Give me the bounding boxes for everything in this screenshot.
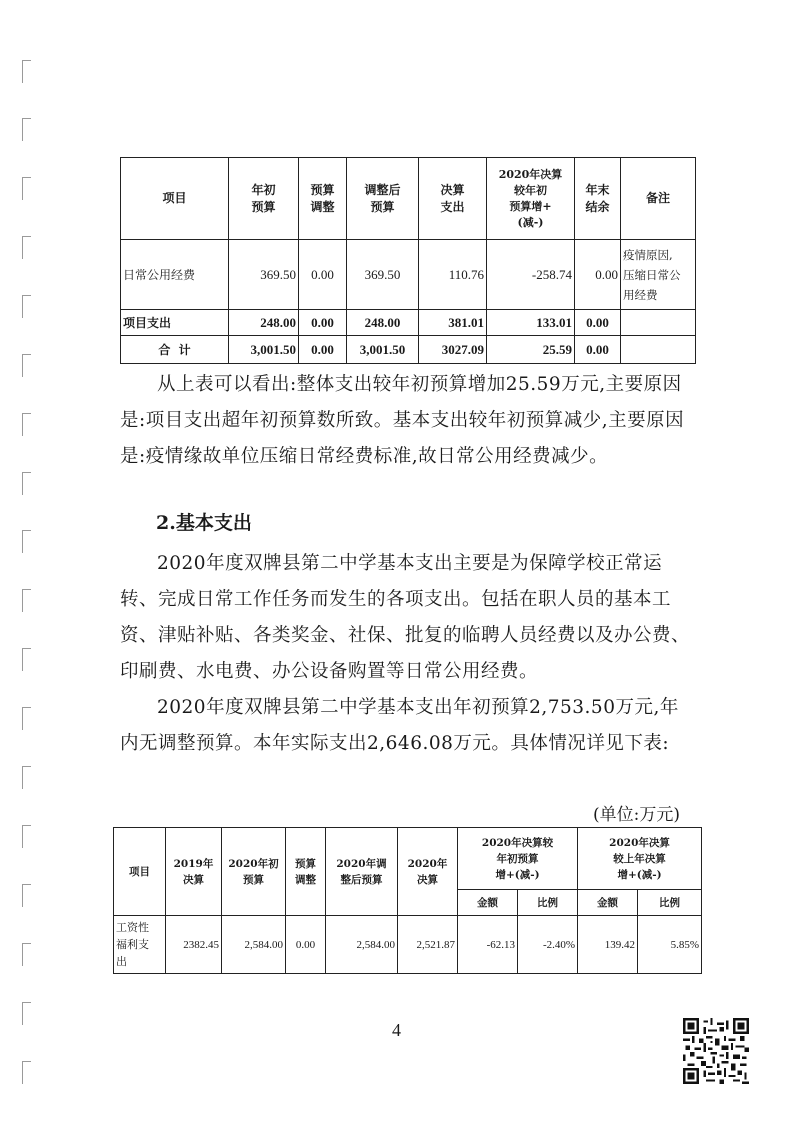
binding-mark — [22, 413, 31, 436]
binding-mark — [22, 589, 31, 612]
table-row — [114, 916, 702, 974]
cell-adjusted-budget: 3,001.50 — [347, 336, 419, 364]
header-2020-final: 2020年 决算 — [398, 828, 458, 916]
header-vs-initial: 2020年决算 较年初 预算增+ (减-) — [487, 158, 575, 240]
page-number: 4 — [392, 1020, 401, 1040]
cell-remarks — [621, 310, 696, 336]
cell-adjusted-budget: 248.00 — [347, 310, 419, 336]
binding-mark — [22, 60, 31, 83]
table-header-row — [121, 158, 696, 240]
unit-label: (单位:万元) — [593, 805, 680, 825]
cell-initial-budget: 248.00 — [229, 310, 299, 336]
cell-final-expense: 3027.09 — [419, 336, 487, 364]
cell-vs-initial: 25.59 — [487, 336, 575, 364]
cell-initial-budget: 3,001.50 — [229, 336, 299, 364]
cell-final-expense: 110.76 — [419, 240, 487, 310]
binding-mark — [22, 236, 31, 259]
cell-vs-initial: -258.74 — [487, 240, 575, 310]
header-initial-budget: 年初 预算 — [229, 158, 299, 240]
cell-vs-initial: 133.01 — [487, 310, 575, 336]
cell-year-end-balance: 0.00 — [575, 240, 621, 310]
header-remarks: 备注 — [621, 158, 696, 240]
cell-item: 合 计 — [121, 336, 229, 364]
cell-budget-adjustment: 0.00 — [299, 336, 347, 364]
binding-mark — [22, 177, 31, 200]
section-heading: 2.基本支出 — [156, 512, 252, 534]
header-vs-initial: 2020年决算较 年初预算 增+(减-) — [458, 828, 578, 890]
basic-expense-table — [113, 827, 702, 974]
project-expense-table — [120, 157, 696, 364]
cell-final-expense: 381.01 — [419, 310, 487, 336]
header-item: 项目 — [121, 158, 229, 240]
header-amount: 金额 — [458, 890, 518, 916]
cell-adjusted-budget: 369.50 — [347, 240, 419, 310]
binding-mark — [22, 825, 31, 848]
qr-code-icon — [683, 1018, 749, 1084]
table-header-row — [114, 828, 702, 890]
cell-remarks: 疫情原因, 压缩日常公 用经费 — [621, 240, 696, 310]
binding-mark — [22, 354, 31, 377]
cell-2020-final: 2,521.87 — [398, 916, 458, 974]
header-ratio: 比例 — [518, 890, 578, 916]
cell-initial-budget: 369.50 — [229, 240, 299, 310]
binding-mark — [22, 118, 31, 141]
header-amount: 金额 — [578, 890, 638, 916]
table-row — [121, 336, 696, 364]
cell-vs-last-amount: 139.42 — [578, 916, 638, 974]
header-ratio: 比例 — [638, 890, 702, 916]
analysis-paragraph: 从上表可以看出:整体支出较年初预算增加25.59万元,主要原因是:项目支出超年初预算数所致。基本支出较年初预算减少,主要原因是:疫情缘故单位压缩日常经费标准,故日常公用经费减少。 — [120, 374, 685, 467]
binding-mark — [22, 530, 31, 553]
header-budget-adjustment: 预算 调整 — [286, 828, 326, 916]
cell-2020-adjusted: 2,584.00 — [326, 916, 398, 974]
cell-2020-initial: 2,584.00 — [222, 916, 286, 974]
cell-year-end-balance: 0.00 — [575, 336, 621, 364]
header-vs-last-year: 2020年决算 较上年决算 增+(减-) — [578, 828, 702, 890]
binding-mark — [22, 943, 31, 966]
binding-mark — [22, 648, 31, 671]
header-adjusted-budget: 调整后 预算 — [347, 158, 419, 240]
cell-vs-last-ratio: 5.85% — [638, 916, 702, 974]
cell-vs-initial-ratio: -2.40% — [518, 916, 578, 974]
header-item: 项目 — [114, 828, 166, 916]
binding-mark — [22, 766, 31, 789]
basic-expense-summary: 2020年度双牌县第二中学基本支出年初预算2,753.50万元,年内无调整预算。本年实际支出2,646.08万元。具体情况详见下表: — [120, 697, 679, 754]
cell-budget-adjustment: 0.00 — [299, 240, 347, 310]
table-row — [121, 310, 696, 336]
cell-budget-adjustment: 0.00 — [299, 310, 347, 336]
binding-mark — [22, 472, 31, 495]
cell-year-end-balance: 0.00 — [575, 310, 621, 336]
cell-2019-final: 2382.45 — [166, 916, 222, 974]
cell-item: 日常公用经费 — [121, 240, 229, 310]
cell-vs-initial-amount: -62.13 — [458, 916, 518, 974]
table-row — [121, 240, 696, 310]
basic-expense-description: 2020年度双牌县第二中学基本支出主要是为保障学校正常运转、完成日常工作任务而发生的各项支出。包括在职人员的基本工资、津贴补贴、各类奖金、社保、批复的临聘人员经费以及办公费、印刷费、水电费、办公设备购置等日常公用经费。 — [120, 553, 691, 682]
binding-mark — [22, 295, 31, 318]
header-2020-adjusted: 2020年调 整后预算 — [326, 828, 398, 916]
header-2019-final: 2019年 决算 — [166, 828, 222, 916]
cell-item: 项目支出 — [121, 310, 229, 336]
header-budget-adjustment: 预算 调整 — [299, 158, 347, 240]
cell-remarks — [621, 336, 696, 364]
binding-mark — [22, 884, 31, 907]
header-2020-initial: 2020年初 预算 — [222, 828, 286, 916]
header-year-end-balance: 年末 结余 — [575, 158, 621, 240]
header-final-expense: 决算 支出 — [419, 158, 487, 240]
cell-budget-adjustment: 0.00 — [286, 916, 326, 974]
binding-mark — [22, 1061, 31, 1084]
binding-mark — [22, 707, 31, 730]
cell-item: 工资性 福利支 出 — [114, 916, 166, 974]
